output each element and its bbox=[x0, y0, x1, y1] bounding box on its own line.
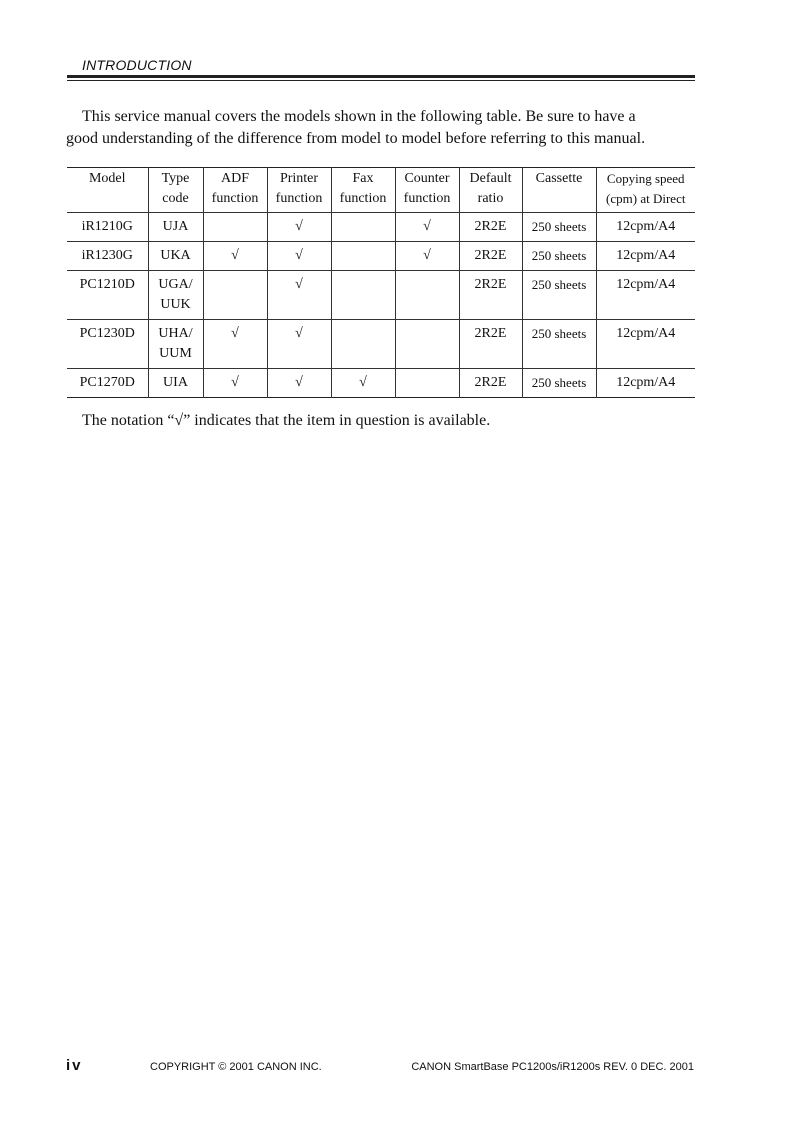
cell-type-code: UGA/ UUK bbox=[148, 271, 203, 320]
header-rule-thick bbox=[67, 75, 695, 78]
cell-model: PC1230D bbox=[79, 326, 135, 341]
cell-ratio: 2R2E bbox=[459, 271, 522, 320]
cell-adf bbox=[203, 213, 267, 242]
cell-adf: √ bbox=[203, 320, 267, 369]
cell-ratio: 2R2E bbox=[459, 242, 522, 271]
cell-speed: 12cpm/A4 bbox=[596, 213, 695, 242]
cell-fax bbox=[331, 242, 395, 271]
cell-counter: √ bbox=[395, 213, 459, 242]
cell-fax bbox=[331, 213, 395, 242]
cell-counter: √ bbox=[395, 242, 459, 271]
table-row bbox=[67, 242, 695, 271]
cell-printer: √ bbox=[267, 320, 331, 369]
header-rule-thin bbox=[67, 80, 695, 81]
cell-speed: 12cpm/A4 bbox=[596, 242, 695, 271]
cell-printer: √ bbox=[267, 271, 331, 320]
header-type-code: Type code bbox=[148, 168, 203, 213]
cell-model: PC1270D bbox=[79, 375, 135, 390]
cell-ratio: 2R2E bbox=[459, 320, 522, 369]
page-number: iv bbox=[66, 1057, 83, 1074]
cell-speed: 12cpm/A4 bbox=[596, 369, 695, 398]
cell-speed: 12cpm/A4 bbox=[596, 271, 695, 320]
cell-counter bbox=[395, 369, 459, 398]
intro-paragraph bbox=[66, 106, 696, 150]
cell-cassette: 250 sheets bbox=[522, 271, 596, 320]
table-row bbox=[67, 320, 695, 369]
model-table bbox=[67, 167, 695, 398]
table-row bbox=[67, 369, 695, 398]
cell-adf: √ bbox=[203, 242, 267, 271]
cell-printer: √ bbox=[267, 369, 331, 398]
cell-cassette: 250 sheets bbox=[522, 369, 596, 398]
cell-ratio: 2R2E bbox=[459, 369, 522, 398]
header-cassette: Cassette bbox=[522, 168, 596, 213]
table-row bbox=[67, 271, 695, 320]
header-fax: Fax function bbox=[331, 168, 395, 213]
cell-adf bbox=[203, 271, 267, 320]
copyright-notice: COPYRIGHT © 2001 CANON INC. bbox=[150, 1061, 322, 1073]
intro-line-1: This service manual covers the models shown in the following table. Be sure to have a bbox=[82, 108, 636, 125]
cell-fax bbox=[331, 271, 395, 320]
cell-cassette: 250 sheets bbox=[522, 320, 596, 369]
cell-model: iR1210G bbox=[81, 219, 133, 234]
table-header-row bbox=[67, 168, 695, 213]
cell-model: iR1230G bbox=[81, 248, 133, 263]
cell-adf: √ bbox=[203, 369, 267, 398]
cell-cassette: 250 sheets bbox=[522, 242, 596, 271]
cell-type-code: UJA bbox=[148, 213, 203, 242]
cell-counter bbox=[395, 271, 459, 320]
cell-ratio: 2R2E bbox=[459, 213, 522, 242]
header-adf: ADF function bbox=[203, 168, 267, 213]
cell-fax: √ bbox=[331, 369, 395, 398]
header-default-ratio: Default ratio bbox=[459, 168, 522, 213]
cell-fax bbox=[331, 320, 395, 369]
cell-printer: √ bbox=[267, 242, 331, 271]
header-model: Model bbox=[88, 171, 126, 186]
cell-type-code: UIA bbox=[148, 369, 203, 398]
section-header: INTRODUCTION bbox=[82, 57, 192, 73]
manual-revision: CANON SmartBase PC1200s/iR1200s REV. 0 DEC. 2001 bbox=[411, 1061, 694, 1073]
cell-type-code: UKA bbox=[148, 242, 203, 271]
table-row bbox=[67, 213, 695, 242]
cell-model: PC1210D bbox=[79, 277, 135, 292]
cell-type-code: UHA/ UUM bbox=[148, 320, 203, 369]
cell-printer: √ bbox=[267, 213, 331, 242]
cell-cassette: 250 sheets bbox=[522, 213, 596, 242]
header-copying-speed: Copying speed (cpm) at Direct bbox=[596, 168, 695, 213]
intro-line-2: good understanding of the difference from model to model before referring to this manual. bbox=[66, 130, 646, 147]
header-counter: Counter function bbox=[395, 168, 459, 213]
notation-note: The notation “√” indicates that the item in question is available. bbox=[82, 412, 491, 429]
header-printer: Printer function bbox=[267, 168, 331, 213]
cell-counter bbox=[395, 320, 459, 369]
cell-speed: 12cpm/A4 bbox=[596, 320, 695, 369]
